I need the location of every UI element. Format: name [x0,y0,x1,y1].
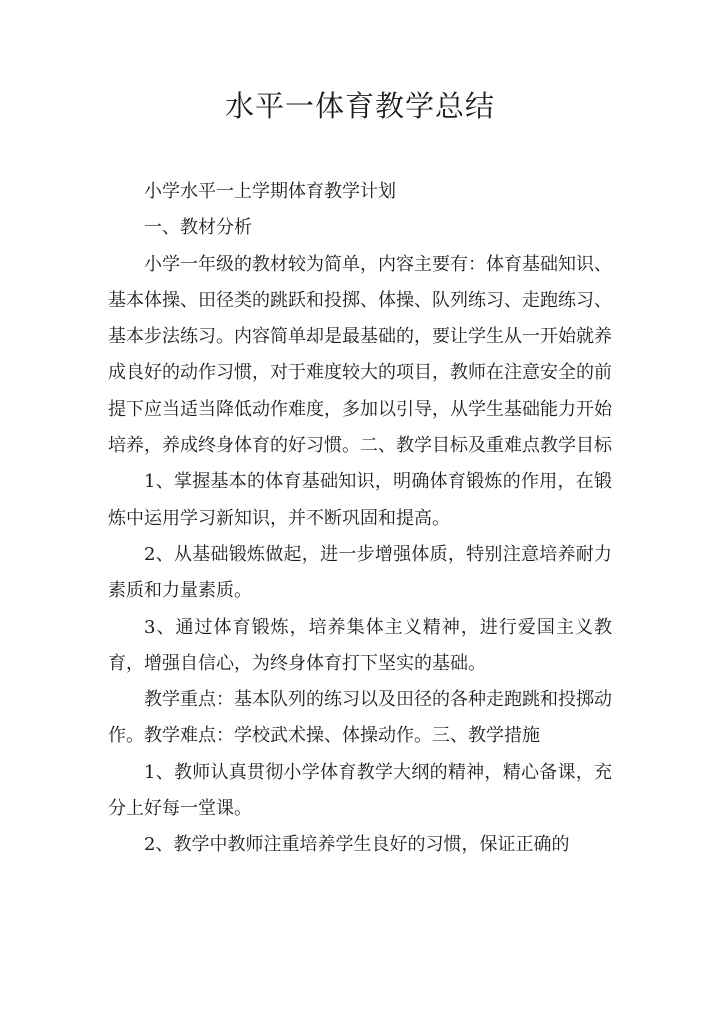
document-title: 水平一体育教学总结 [224,89,495,123]
paragraph-goal-2: 2、从基础锻炼做起，进一步增强体质，特别注意培养耐力素质和力量素质。 [108,543,612,602]
paragraph-key-points: 教学重点：基本队列的练习以及田径的各种走跑跳和投掷动作。教学难点：学校武术操、体操动作。三、教学措施 [108,689,612,747]
paragraph-goal-1: 1、掌握基本的体育基础知识，明确体育锻炼的作用，在锻炼中运用学习新知识，并不断巩固和提高。 [108,471,612,529]
paragraph-plan-heading: 小学水平一上学期体育教学计划 [144,181,396,202]
paragraph-goal-3: 3、通过体育锻炼，培养集体主义精神，进行爱国主义教育，增强自信心，为终身体育打下坚实的基础。 [108,616,612,674]
paragraph-measure-2: 2、教学中教师注重培养学生良好的习惯，保证正确的 [144,834,570,856]
document-body [108,174,612,864]
paragraph-measure-1: 1、教师认真贯彻小学体育教学大纲的精神，精心备课，充分上好每一堂课。 [108,761,612,820]
paragraph-section-one: 一、教材分析 [144,217,252,239]
paragraph-material-analysis: 小学一年级的教材较为简单，内容主要有：体育基础知识、基本体操、田径类的跳跃和投掷、体操、队列练习、走跑练习、基本步法练习。内容简单却是最基础的，要让学生从一开始就养成良好的动作习惯，对于难度较大的项目，教师在注意安全的前提下应当适当降低动作难度，多加以引导，从学生基础能力开始培养，养成终身体育的好习惯。二、教学目标及重难点教学目标 [108,253,612,457]
